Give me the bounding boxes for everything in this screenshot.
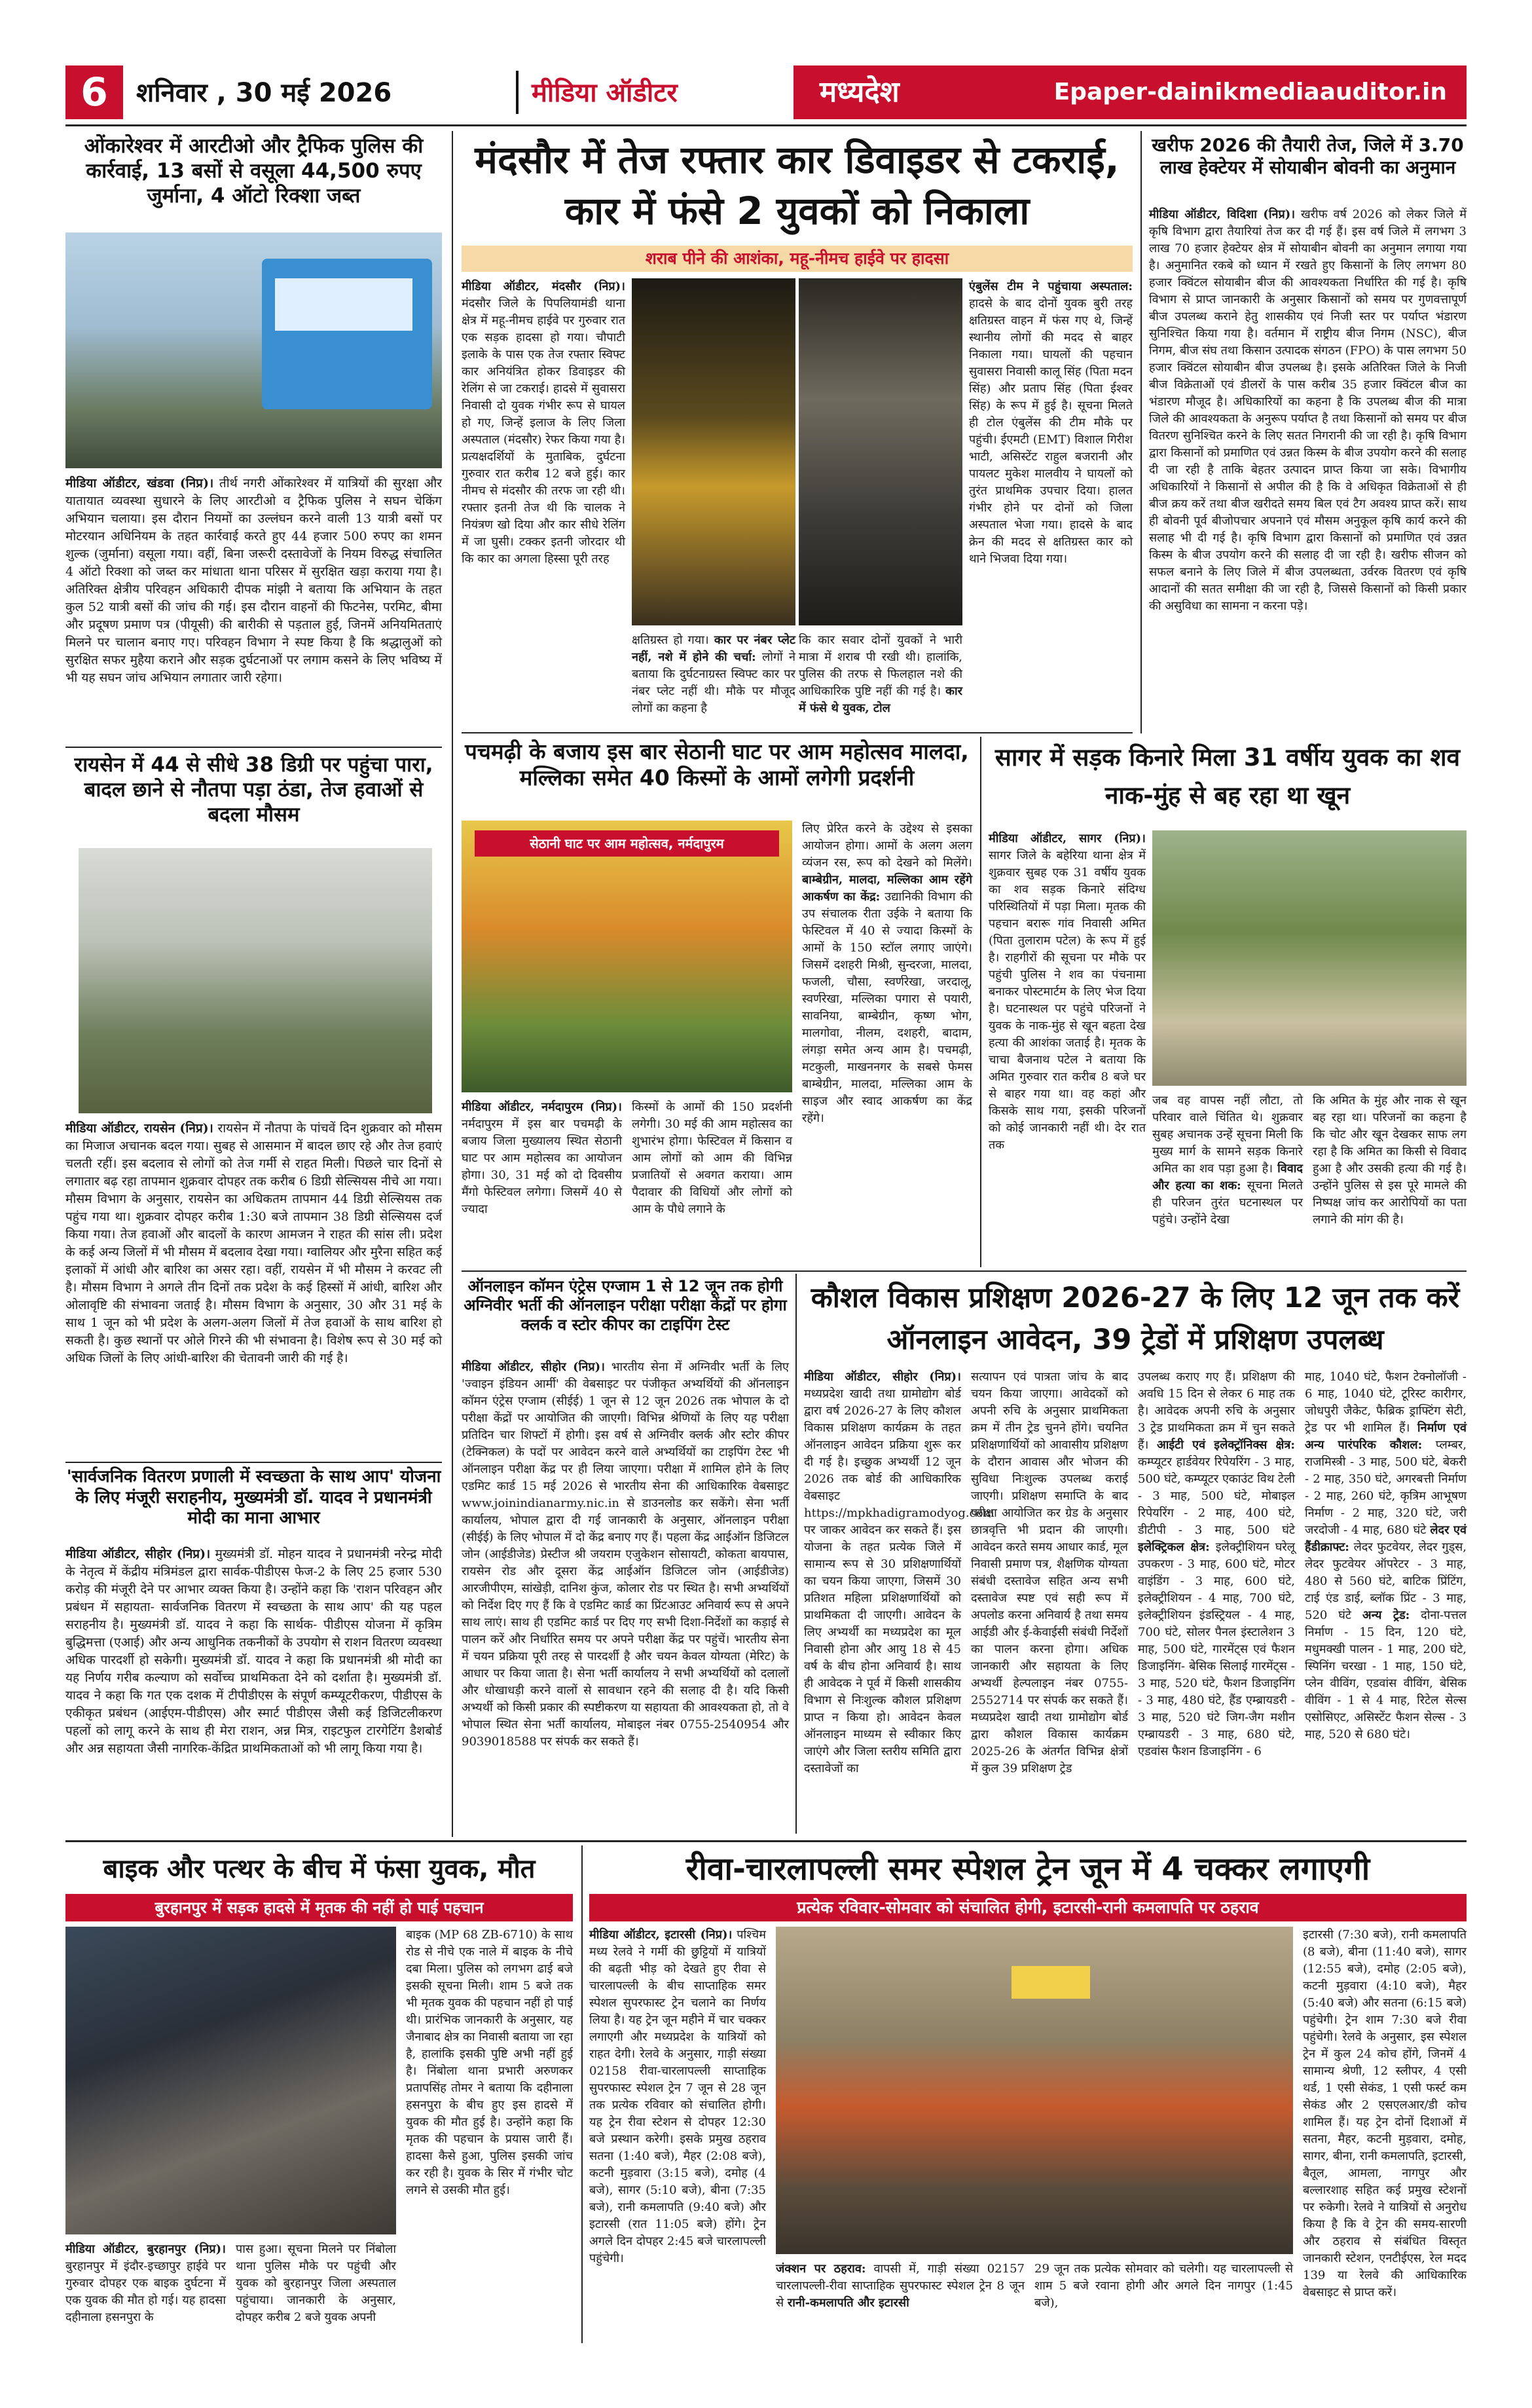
story-body-3 <box>1034 2261 1293 2341</box>
story-text: वापसी में, गाड़ी संख्या 02157 चारलापल्ली-रीवा साप्ताहिक सुपरफास्ट स्पेशल ट्रेन 8 जून से <box>776 2262 1025 2310</box>
story-subhead: आईटी एवं इलेक्ट्रॉनिक्स क्षेत्र: <box>1157 1438 1295 1452</box>
page-number: 6 <box>81 69 108 115</box>
story-dateline: मीडिया ऑडीटर, सागर (निप्र)। <box>989 832 1146 845</box>
story-subhead: विवाद और हत्या का शक: <box>1152 1162 1303 1193</box>
story-text: इलेक्ट्रीशियन घरेलू उपकरण - 3 माह, 600 घंटे, मोटर वाइंडिंग - 3 माह, 600 घंटे, इलेक्ट्रीशियन - 4 माह, 700 घंटे, इलेक्ट्रीशियन इंडस्ट्रियल - 4 माह, 700 घंटे, सोलर पैनल इंस्टालेशन 3 माह, 500 घंटे, गारमेंट्स एवं फैशन डिजाइनिंग- बेसिक सिलाई गारमेंट्स - 3 माह, 520 घंटे, फैशन डिजाइनिंग - 3 माह, 480 घंटे, हैंड एम्ब्रायडरी - 3 माह, 520 घंटे जिग-जैग मशीन एम्ब्रायडरी - 3 माह, 680 घंटे, एडवांस फैशन डिजाइनिंग - 6 <box>1138 1540 1295 1758</box>
story-body-3 <box>1138 1369 1295 1830</box>
story-headline: ओंकारेश्वर में आरटीओ और ट्रैफिक पुलिस की कार्रवाई, 13 बसों से वसूला 44,500 रुपए जुर्माना, 4 ऑटो रिक्शा जब्त <box>84 134 424 208</box>
masthead-rule <box>65 124 1467 126</box>
column-rule <box>1140 131 1142 733</box>
divider <box>462 732 1133 733</box>
story-body <box>1149 206 1467 727</box>
masthead-divider <box>516 71 519 114</box>
column-rule <box>581 1845 583 2343</box>
story-text: उद्यानिकी विभाग की उप संचालक रीता उईके ने बताया कि फेस्टिवल में 40 से ज्यादा किस्मों के आमों के 150 स्टॉल लगाए जाएंगे। जिसमें दशहरी मिश्री, सुन्दरजा, मालदा, फजली, चौसा, स्वर्णरेखा, जरदालू, स्वर्णरेखा, मल्लिका पगारा से पयारी, सावनिया, बाम्बेग्रीन, कृष्ण भोग, मालगोवा, नीलम, दशहरी, बादाम, लंगड़ा समेत अन्य आम है। पचमढ़ी, मटकुली, माखननगर के सबसे फेमस बाम्बेग्रीन, मालदा, मल्लिका आम के साइज और स्वाद आकर्षण का केंद्र रहेंगे। <box>802 890 972 1125</box>
story-omkareshwar <box>65 134 442 743</box>
story-mango <box>462 739 972 1266</box>
photo-caption: कार में फंसे थे युवक, टोल <box>799 684 962 715</box>
story-body-2 <box>776 2261 1025 2341</box>
story-body-3 <box>406 1927 573 2341</box>
story-cm <box>65 1467 442 1814</box>
weather-photo <box>79 848 432 1113</box>
story-subhead: अन्य ट्रेड: <box>1362 1608 1410 1622</box>
story-body-4 <box>1305 1369 1467 1830</box>
story-subhead: इलेक्ट्रिकल क्षेत्र: <box>1138 1540 1210 1554</box>
story-headline: रायसेन में 44 से सीधे 38 डिग्री पर पहुंचा पारा, बादल छाने से नौतपा पड़ा ठंडा, तेज हवाओं से बदला मौसम <box>74 753 433 826</box>
divider <box>65 1840 1467 1842</box>
story-dateline: मीडिया ऑडीटर, सीहोर (निप्र)। <box>65 1547 211 1561</box>
story-text: भारतीय सेना में अग्निवीर भर्ती के लिए 'ज्वाइन इंडियन आर्मी' की वेबसाइट पर पंजीकृत अभ्यर्थियों की ऑनलाइन कॉमन एंट्रेस एग्जाम (सीईई) 1 जून से 12 जून 2026 तक भोपाल के दो परीक्षा केंद्रों पर आयोजित की जाएगी। विभिन्न श्रेणियों के लिए यह परीक्षा प्रतिदिन चार शिफ्टों में होगी। इस वर्ष से अग्निवीर क्लर्क और स्टोर कीपर (टेक्निकल) के पदों पर आवेदन करने वाले अभ्यर्थियों का टाइपिंग टेस्ट भी ऑनलाइन परीक्षा केंद्र पर ही लिया जाएगा। परीक्षा में शामिल होने के लिए एडमिट कार्ड 15 मई 2026 से भारतीय सेना की आधिकारिक वेबसाइट www.joinindianarmy.nic.in से डाउनलोड कर सकेंगे। सेना भर्ती कार्यालय, भोपाल द्वारा दी गई जानकारी के अनुसार, ऑनलाइन परीक्षा (सीईई) के लिए भोपाल में दो केंद्र बनाए गए हैं। पहला केंद्र आईऑन डिजिटल जोन (आईडीजेड) प्रेस्टीज श्री जयराम एजुकेशन सोसायटी, कोकता बायपास, रायसेन रोड और दूसरा केंद्र आईऑन डिजिटल जोन (आईडीजेड) आरजीपीएम, सांखेड़ी, दानिश कुंज, कोलार रोड पर स्थित है। सभी अभ्यर्थियों को निर्देश दिए गए हैं कि वे एडमिट कार्ड का प्रिंटआउट अनिवार्य रूप से अपने साथ लाएं। साथ ही एडमिट कार्ड पर दिए गए सभी दिशा-निर्देशों का कड़ाई से पालन करें और निर्धारित समय पर अपने परीक्षा केंद्र पर पहुंचें। भारतीय सेना में चयन प्रक्रिया पूरी तरह से पारदर्शी है और चयन केवल योग्यता (मेरिट) के आधार पर किया जाता है। सेना भर्ती कार्यालय ने सभी अभ्यर्थियों को दलालों और धोखाधड़ी करने वालों से सावधान रहने की सलाह दी है। यदि किसी अभ्यर्थी को किसी प्रकार की स्पष्टीकरण या सहायता की आवश्यकता हो, तो वे भोपाल स्थित सेना भर्ती कार्यालय, मोबाइल नंबर 0755-2540954 और 9039018588 पर संपर्क कर सकते हैं। <box>462 1360 790 1749</box>
section-name: मध्यदेश <box>820 75 900 109</box>
story-burhanpur <box>65 1848 573 2343</box>
story-text: मृतक के चाचा बैजनाथ पटेल ने बताया कि अमित गुरुवार रात करीब 8 बजे घर से बाहर गया था। वह कहां और किसके साथ गया, इसकी परिजनों को कोई जानकारी नहीं थी। देर रात तक <box>989 1036 1146 1152</box>
story-body-1 <box>65 2241 226 2341</box>
story-text: तीर्थ नगरी ओंकारेश्वर में यात्रियों की सुरक्षा और यातायात व्यवस्था सुधारने के लिए आरटीओ व ट्रैफिक पुलिस ने सघन चेकिंग अभियान चलाया। इस दौरान नियमों का उल्लंघन करने वाली 13 यात्री बसों पर मोटरयान अधिनियम के तहत कार्रवाई करते हुए 44 हजार 500 रुपए का शमन शुल्क (जुर्माना) वसूला गया। वहीं, बिना जरूरी दस्तावेजों के नियम विरुद्ध संचालित 4 ऑटो रिक्शा को जब्त कर मांधाता थाना परिसर में सुरक्षित खड़ा कराया गया है। अतिरिक्त क्षेत्रीय परिवहन अधिकारी दीपक मांझी ने बताया कि अभियान के तहत कुल 52 यात्री बसों की जांच की गई। इस दौरान वाहनों की फिटनेस, परमिट, बीमा और प्रदूषण प्रमाण पत्र (पीयूसी) की बारीकी से पड़ताल हुई, जिनमें अनियमितताएं मिलने पर चालान बनाए गए। परिवहन विभाग ने स्पष्ट किया है कि श्रद्धालुओं को सुरक्षित सफर मुहैया कराने और सड़क दुर्घटनाओं पर लगाम कसने के लिए भविष्य में भी यह सघन जांच अभियान लगातार जारी रहेगा। <box>65 476 443 685</box>
story-headline: मंदसौर में तेज रफ्तार कार डिवाइडर से टकराई, कार में फंसे 2 युवकों को निकाला <box>475 138 1120 233</box>
story-mandsaur <box>462 134 1133 727</box>
story-body <box>462 1359 789 1830</box>
story-headline: 'सार्वजनिक वितरण प्रणाली में स्वच्छता के साथ आप' योजना के लिए मंजूरी सराहनीय, मुख्यमंत्री डॉ. यादव ने प्रधानमंत्री मोदी का माना आभार <box>66 1467 441 1528</box>
story-dateline: मीडिया ऑडीटर, रायसेन (निप्र)। <box>65 1121 213 1136</box>
story-subhead: बाम्बेग्रीन, मालदा, मल्लिका आम रहेंगे आकर्षण का केंद्र: <box>802 873 972 904</box>
story-agniveer <box>462 1277 789 1834</box>
story-text: जब वह वापस नहीं लौटा, तो परिवार वाले चिंतित थे। शुक्रवार सुबह अचानक उन्हें सूचना मिली कि मुख्य मार्ग के सामने सड़क किनारे अमित का शव पड़ा हुआ है। <box>1152 1094 1303 1176</box>
story-body-2 <box>236 2241 396 2341</box>
story-subheadline: प्रत्येक रविवार-सोमवार को संचालित होगी, इटारसी-रानी कमलापति पर ठहराव <box>797 1898 1259 1917</box>
crash-photo-1 <box>632 278 795 625</box>
divider <box>462 1270 1467 1272</box>
story-subheadline-bar <box>462 246 1133 272</box>
story-text: लेदर फुटवेयर, लेदर गुड्स, लेदर फुटवेयर ऑपरेटर - 3 माह, 480 से 560 घंटे, बाटिक प्रिंटिंग, टाई एंड डाई, ब्लॉक प्रिंट - 3 माह, 520 घंटे <box>1305 1540 1467 1622</box>
story-text: बाइक (MP 68 ZB-6710) के साथ रोड से नीचे एक नाले में बाइक के नीचे दबा मिला। पुलिस को लगभग ढाई बजे इसकी सूचना मिली। शाम 5 बजे तक भी मृतक युवक की पहचान नहीं हो पाई थी। प्रारंभिक जानकारी के अनुसार, यह जैनाबाद क्षेत्र का निवासी बताया जा रहा है, हालांकि इसकी पुष्टि अभी नहीं हुई है। निंबोला थाना प्रभारी अरुणकर प्रतापसिंह तोमर ने बताया कि दहीनाला हसनपुरा के बीच हुए इस हादसे में युवक की मौत हुई है। उन्होंने कहा कि मृतक की पहचान के प्रयास जारी हैं। हादसा कैसे हुआ, पुलिस इसकी जांच कर रही है। युवक के सिर में गंभीर चोट लगने से उसकी मौत हुई। <box>406 1928 573 2197</box>
story-body-1 <box>989 830 1146 1263</box>
story-subhead: कार पर नंबर प्लेट नहीं, नशे में होने की चर्चा: <box>632 633 795 664</box>
story-body-mid <box>632 1099 792 1263</box>
crash-photo-2 <box>799 278 962 625</box>
story-body-left <box>462 1099 622 1263</box>
photo-caption: रानी-कमलापति और इटारसी <box>787 2296 909 2310</box>
story-text: मंदसौर जिले के पिपलियामंडी थाना क्षेत्र में महू-नीमच हाईवे पर गुरुवार रात एक सड़क हादसा हो गया। चौपाटी इलाके के पास एक तेज रफ्तार स्विफ्ट कार अनियंत्रित होकर डिवाइडर की रेलिंग से जा टकराई। हादसे में सुवासरा निवासी दो युवक गंभीर रूप से घायल हो गए, जिन्हें इलाज के लिए जिला अस्पताल (मंदसौर) रेफर किया गया है। प्रत्यक्षदर्शियों के मुताबिक, दुर्घटना गुरुवार रात करीब 12 बजे हुई। कार नीमच से मंदसौर की तरफ जा रही थी। रफ्तार इतनी तेज थी कि चालक ने नियंत्रण खो दिया और कार सीधे रेलिंग में जा घुसी। टक्कर इतनी जोरदार थी कि कार का अगला हिस्सा पूरी तरह <box>462 297 625 566</box>
story-text: पश्चिम मध्य रेलवे ने गर्मी की छुट्टियों में यात्रियों की बढ़ती भीड़ को देखते हुए रीवा से चारलापल्ली के बीच साप्ताहिक समर स्पेशल सुपरफास्ट ट्रेन चलाने का निर्णय लिया है। यह ट्रेन जून महीने में चार चक्कर लगाएगी और मध्यप्रदेश के यात्रियों को राहत देगी। रेलवे के अनुसार, गाड़ी संख्या 02158 रीवा-चारलापल्ली साप्ताहिक सुपरफास्ट स्पेशल ट्रेन 7 जून से 28 जून तक प्रत्येक रविवार को संचालित होगी। यह ट्रेन रीवा स्टेशन से दोपहर 12:30 बजे प्रस्थान करेगी। इसके प्रमुख ठहराव सतना (1:40 बजे), मैहर (2:08 बजे), कटनी मुड़वारा (3:15 बजे), दमोह (4 बजे), सागर (5:10 बजे), बीना (7:35 बजे), रानी कमलापति (9:40 बजे) और इटारसी (रात 11:05 बजे) होंगे। ट्रेन अगले दिन दोपहर 2:45 बजे चारलापल्ली पहुंचेगी। <box>589 1928 766 2265</box>
story-body-1 <box>589 1927 766 2341</box>
story-body-col3 <box>799 632 962 724</box>
story-text: पास हुआ। सूचना मिलने पर निंबोला थाना पुलिस मौके पर पहुंची और युवक को बुरहानपुर जिला अस्पताल पहुंचाया। जानकारी के अनुसार, दोपहर करीब 2 बजे युवक अपनी <box>236 2242 396 2324</box>
story-text: कम्प्यूटर हार्डवेयर रिपेयरिंग - 3 माह, 500 घंटे, कम्प्यूटर एकाउंट विथ टेली - 3 माह, 500 घंटे, मोबाइल रिपेयरिंग - 2 माह, 400 घंटे, डीटीपी - 3 माह, 500 घंटे <box>1138 1455 1295 1537</box>
story-body <box>65 475 442 740</box>
story-dateline: मीडिया ऑडीटर, खंडवा (निप्र)। <box>65 476 214 491</box>
train-photo <box>776 1927 1293 2254</box>
story-body-col2 <box>632 632 795 724</box>
accident-photo <box>65 1927 396 2234</box>
story-dateline: मीडिया ऑडीटर, सीहोर (निप्र)। <box>804 1370 961 1384</box>
story-body <box>65 1120 442 1454</box>
story-text: बुरहानपुर में इंदौर-इच्छापुर हाईवे पर गुरुवार दोपहर एक बाइक दुर्घटना में एक युवक की मौत हो गई। यह हादसा दहीनाला हसनपुरा के <box>65 2259 226 2324</box>
story-body-right <box>802 821 972 1263</box>
story-headline: पचमढ़ी के बजाय इस बार सेठानी घाट पर आम महोत्सव मालदा, मल्लिका समेत 40 किस्मों के आमों लगेगी प्रदर्शनी <box>465 739 969 791</box>
story-text: कि अमित के मुंह और नाक से खून बह रहा था। परिजनों का कहना है कि चोट और खून देखकर साफ लग रहा है कि अमित का किसी से विवाद हुआ है और उसकी हत्या की गई है। उन्होंने पुलिस से इस पूरे मामले की निष्पक्ष जांच कर आरोपियों का पता लगाने की मांग की है। <box>1313 1094 1467 1227</box>
crime-scene-photo <box>1152 830 1467 1086</box>
story-body-1 <box>804 1369 994 1830</box>
story-text: सूचना मिलते ही परिजन तुरंत घटनास्थल पर पहुंचे। उन्होंने देखा <box>1152 1179 1303 1227</box>
story-body-3 <box>1152 1092 1303 1263</box>
divider <box>65 747 442 748</box>
story-subhead: लेदर एवं हैंडीक्राफ्ट: <box>1305 1523 1467 1554</box>
story-dateline: मीडिया ऑडीटर, बुरहानपुर (निप्र)। <box>65 2242 226 2256</box>
story-subheadline-bar <box>589 1894 1467 1921</box>
column-rule <box>452 131 453 1837</box>
photo-caption: जंक्शन पर ठहराव: <box>776 2262 866 2276</box>
masthead <box>65 65 1467 119</box>
story-text: माह, 1040 घंटे, फैशन टेक्नोलॉजी - 6 माह, 1040 घंटे, टूरिस्ट कारीगर, जोधपुरी जैकेट, फैब्रिक ड्राफ्टिंग सेटी, ट्रेड पर भी शामिल हैं। <box>1305 1370 1467 1435</box>
story-headline: बाइक और पत्थर के बीच में फंसा युवक, मौत <box>103 1854 536 1884</box>
website-link[interactable]: Epaper-dainikmediaauditor.in <box>1053 79 1447 105</box>
column-rule <box>795 1274 797 1834</box>
story-text: लोगों ने बताया कि दुर्घटनाग्रस्त स्विफ्ट कार पर नंबर प्लेट नहीं थी। मौके पर मौजूद लोगों का कहना है <box>632 650 795 715</box>
paper-name: मीडिया ऑडीटर <box>532 78 678 108</box>
story-body-2 <box>971 1369 1128 1830</box>
story-text: प्लम्बर, राजमिस्त्री - 3 माह, 500 घंटे, बेकरी - 2 माह, 350 घंटे, अगरबत्ती निर्माण - 2 माह, 260 घंटे, कृत्रिम आभूषण निर्माण - 2 माह, 320 घंटे, जरी जरदोजी - 4 माह, 680 घंटे <box>1305 1438 1467 1537</box>
masthead-date: शनिवार , 30 मई 2026 <box>136 78 392 108</box>
story-subhead: एंबुलेंस टीम ने पहुंचाया अस्पताल: <box>969 280 1133 293</box>
story-text: मुख्यमंत्री डॉ. मोहन यादव ने प्रधानमंत्री नरेन्द्र मोदी के नेतृत्व में केंद्रीय मंत्रिमंडल द्वारा सार्वक-पीडीएस फेज-2 के लिए 25 हजार 530 करोड़ की मंजूरी देने पर आभार व्यक्त किया है। उन्होंने कहा कि 'राशन परिवहन और प्रबंधन में सहायता- सार्वजनिक वितरण में स्वच्छता के साथ आप' की यह पहल सराहनीय है। मुख्यमंत्री डॉ. यादव ने कहा कि सार्थक- पीडीएस योजना में कृत्रिम बुद्धिमत्ता (एआई) और अन्य आधुनिक तकनीकों के उपयोग से राशन वितरण व्यवस्था अधिक पारदर्शी हो सकेगी। मुख्यमंत्री डॉ. यादव ने कहा कि प्रधानमंत्री श्री मोदी का यह निर्णय गरीब कल्याण को सर्वोच्च प्राथमिकता देने को दर्शाता है। मुख्यमंत्री डॉ. यादव ने कहा कि गत एक दशक में टीपीडीएस के संपूर्ण कम्प्यूटरीकरण, पीडीएस के एकीकृत प्रबंधन (आईएम-पीडीएस) और स्मार्ट पीडीएस जैसी कई डिजिटलीकरण पहलों को लागू करने के साथ ही मेरा राशन, अन्न मित्र, राइटफुल टारगेटिंग डैशबोर्ड और अन्न सहायता जैसी नागरिक-केंद्रित प्राथमिकताओं को भी लागू किया गया है। <box>65 1547 442 1756</box>
story-subheadline: शराब पीने की आशंका, महू-नीमच हाईवे पर हादसा <box>645 249 949 268</box>
story-body-col4 <box>969 278 1133 724</box>
story-dateline: मीडिया ऑडीटर, इटारसी (निप्र)। <box>589 1928 733 1942</box>
story-text: मध्यप्रदेश खादी तथा ग्रामोद्योग बोर्ड द्वारा वर्ष 2026-27 के लिए कौशल विकास प्रशिक्षण कार्यक्रम के तहत ऑनलाइन आवेदन प्रक्रिया शुरू कर दी गई है। इच्छुक अभ्यर्थी 12 जून 2026 तक बोर्ड की आधिकारिक वेबसाइट https://mpkhadigramodyog.com पर जाकर आवेदन कर सकते हैं। इस योजना के तहत प्रत्येक जिले में सामान्य रूप से 30 प्रशिक्षणार्थियों का चयन किया जाएगा, जिसमें 30 प्रतिशत महिला प्रशिक्षणार्थियों को प्राथमिकता दी जाएगी। आवेदन के लिए अभ्यर्थी का मध्यप्रदेश का मूल निवासी होना और आयु 18 से 45 वर्ष के बीच होना अनिवार्य है। साथ ही आवेदक ने पूर्व में किसी शासकीय विभाग से निःशुल्क कौशल प्रशिक्षण प्राप्त न किया हो। आवेदन केवल ऑनलाइन माध्यम से स्वीकार किए जाएंगे और जिला स्तरीय समिति द्वारा दस्तावेजों का <box>804 1387 994 1775</box>
divider <box>65 1462 442 1463</box>
story-text: दोना-पत्तल निर्माण - 15 दिन, 120 घंटे, मधुमक्खी पालन - 1 माह, 200 घंटे, स्पिनिंग चरखा - 1 माह, 150 घंटे, प्लेन वीविंग, एडवांस वीविंग, बेसिक वीविंग - 1 से 4 माह, रिटेल सेल्स एसोसिएट, असिस्टेंट फैशन सेल्स - 3 माह, 520 से 680 घंटे। <box>1305 1608 1467 1741</box>
story-subheadline-bar <box>65 1894 573 1921</box>
story-headline: सागर में सड़क किनारे मिला 31 वर्षीय युवक का शव नाक-मुंह से बह रहा था खून <box>994 743 1461 809</box>
story-kharif <box>1149 134 1467 730</box>
story-text: नर्मदापुरम में इस बार पचमढ़ी के बजाय जिला मुख्यालय स्थित सेठानी घाट पर आम महोत्सव का आयोजन होगा। 30, 31 मई को दो दिवसीय मैंगो फेस्टिवल लगेगा। जिसमें 40 से ज्यादा <box>462 1117 622 1216</box>
story-raisen <box>65 753 442 1457</box>
festival-banner-text: सेठानी घाट पर आम महोत्सव, नर्मदापुरम <box>530 836 724 851</box>
page-number-badge <box>65 65 123 119</box>
story-text: हादसे के बाद दोनों युवक बुरी तरह क्षतिग्रस्त वाहन में फंस गए थे, जिन्हें स्थानीय लोगों की मदद से बाहर निकाला गया। घायलों की पहचान सुवासरा निवासी कालू सिंह (पिता मदन सिंह) और प्रताप सिंह (पिता ईश्वर सिंह) के रूप में हुई है। सूचना मिलते ही टोल एंबुलेंस की टीम मौके पर पहुंची। ईएमटी (EMT) विशाल गिरीश भाटी, असिस्टेंट राहुल बजरानी और पायलट मुकेश मालवीय ने घायलों को तुरंत प्राथमिक उपचार दिया। हालत गंभीर होने पर दोनों को जिला अस्पताल भेजा गया। हादसे के बाद क्रेन की मदद से क्षतिग्रस्त कार को थाने भिजवा दिया गया। <box>969 297 1133 566</box>
story-dateline: मीडिया ऑडीटर, सीहोर (निप्र)। <box>462 1360 605 1374</box>
story-dateline: मीडिया ऑडीटर, मंदसौर (निप्र)। <box>462 280 625 293</box>
story-dateline: मीडिया ऑडीटर, नर्मदापुरम (निप्र)। <box>462 1100 622 1114</box>
story-subheadline: बुरहानपुर में सड़क हादसे में मृतक की नहीं हो पाई पहचान <box>155 1899 484 1917</box>
story-rewa <box>589 1848 1467 2343</box>
story-subhead: निर्माण एवं अन्य पारंपरिक कौशल: <box>1305 1421 1467 1452</box>
photo-caption: क्षतिग्रस्त हो गया। <box>632 633 709 647</box>
festival-banner <box>475 830 779 857</box>
story-body-col1 <box>462 278 625 625</box>
story-text: सागर जिले के बहेरिया थाना क्षेत्र में शुक्रवार सुबह एक 31 वर्षीय युवक का शव सड़क किनारे संदिग्ध परिस्थितियों में पड़ा मिला। मृतक की पहचान बरारू गांव निवासी अमित (पिता तुलाराम पटेल) के रूप में हुई है। राहगीरों की सूचना पर मौके पर पहुंची पुलिस ने शव का पंचनामा बनाकर पोस्टमार्टम के लिए भेज दिया है। घटनास्थल पर पहुंचे परिजनों ने युवक के नाक-मुंह से खून बहता देख हत्या की आशंका जताई है। <box>989 849 1146 1050</box>
story-text: रायसेन में नौतपा के पांचवें दिन शुक्रवार को मौसम का मिजाज अचानक बदल गया। सुबह से आसमान में बादल छाए रहे और तेज हवाएं चलती रहीं। इस बदलाव से लोगों को तेज गर्मी से राहत मिली। पिछले चार दिनों से लगातार बढ़ रहा तापमान शुक्रवार दोपहर तक करीब 6 डिग्री सेल्सियस नीचे आ गया। मौसम विभाग के अनुसार, रायसेन का अधिकतम तापमान 44 डिग्री सेल्सियस तक पहुंच गया था। शुक्रवार दोपहर करीब 1:30 बजे तापमान 38 डिग्री सेल्सियस दर्ज किया गया। तेज हवाओं और बादलों के कारण आमजन ने राहत की सांस ली। प्रदेश के कई अन्य जिलों में भी मौसम में बदलाव देखा गया। ग्वालियर और मुरैना सहित कई इलाकों में आंधी और बारिश का असर रहा। वहीं, रायसेन में भी मौसम ने करवट ली है। मौसम विभाग ने अगले तीन दिनों तक प्रदेश के कई हिस्सों में आंधी, बारिश और ओलावृष्टि की संभावना जताई है। मौसम विभाग के अनुसार, 30 और 31 मई के साथ 1 जून को भी प्रदेश के अलग-अलग जिलों में तेज हवाओं के साथ बारिश हो सकती है। कुछ स्थानों पर ओले गिरने की भी संभावना है। विशेष रूप से 30 मई को अधिक जिलों के लिए आंधी-बारिश की चेतावनी जारी की गई है। <box>65 1121 442 1365</box>
story-body-4 <box>1303 1927 1467 2341</box>
story-text: उपलब्ध कराए गए हैं। प्रशिक्षण की अवधि 15 दिन से लेकर 6 माह तक है। आवेदक अपनी रुचि के अनुसार 3 ट्रेड प्राथमिकता क्रम में चुन सकते हैं। <box>1138 1370 1295 1452</box>
mango-festival-photo <box>462 821 792 1092</box>
story-body-5 <box>1313 1092 1467 1263</box>
column-rule <box>980 737 981 1267</box>
story-text: कि कार सवार दोनों युवकों ने भारी मात्रा में शराब पी रखी थी। हालांकि, पुलिस की तरफ से फिलहाल नशे की आधिकारिक पुष्टि नहीं की गई है। <box>799 633 962 698</box>
story-headline: कौशल विकास प्रशिक्षण 2026-27 के लिए 12 जून तक करें ऑनलाइन आवेदन, 39 ट्रेडों में प्रशिक्षण उपलब्ध <box>811 1282 1460 1356</box>
story-dateline: मीडिया ऑडीटर, विदिशा (निप्र)। <box>1149 208 1296 221</box>
story-body <box>65 1546 442 1811</box>
section-banner <box>793 65 1467 119</box>
bus-checking-photo <box>65 232 442 468</box>
story-headline: खरीफ 2026 की तैयारी तेज, जिले में 3.70 लाख हेक्टेयर में सोयाबीन बोवनी का अनुमान <box>1152 134 1464 179</box>
story-text: खरीफ वर्ष 2026 को लेकर जिले में कृषि विभाग द्वारा तैयारियां तेज कर दी गई हैं। इस वर्ष जिले में लगभग 3 लाख 70 हजार हेक्टेयर क्षेत्र में सोयाबीन बोवनी का अनुमान लगाया गया है। अनुमानित रकबे को ध्यान में रखते हुए किसानों के लिए लगभग 80 हजार क्विंटल सोयाबीन बीज की आवश्यकता निर्धारित की गई है। कृषि विभाग से प्राप्त जानकारी के अनुसार किसानों को समय पर गुणवत्तापूर्ण बीज उपलब्ध कराने हेतु शासकीय एवं निजी स्तर पर पर्याप्त भंडारण सुनिश्चित किया गया है। वर्तमान में राष्ट्रीय बीज निगम (NSC), बीज निगम, बीज संघ तथा किसान उत्पादक संगठन (FPO) के पास लगभग 50 हजार क्विंटल सोयाबीन बीज उपलब्ध है। इसके अतिरिक्त जिले के निजी बीज विक्रेताओं एवं डीलरों के पास करीब 35 हजार क्विंटल बीज का भंडारण मौजूद है। अधिकारियों का कहना है कि उपलब्ध बीज की मात्रा जिले की आवश्यकता के अनुरूप पर्याप्त है तथा किसानों को समय पर बीज वितरण सुनिश्चित करने के लिए सतत निगरानी की जा रही है। कृषि विभाग द्वारा किसानों को प्रमाणित एवं उन्नत किस्म के बीज उपयोग करने की सलाह दी जा रही है ताकि बेहतर उत्पादन प्राप्त किया जा सके। विभागीय अधिकारियों ने किसानों से अपील की है कि वे अधिकृत विक्रेताओं से ही बीज क्रय करें तथा बीज खरीदते समय बिल एवं टैग अवश्य प्राप्त करें। साथ ही बोवनी पूर्व बीजोपचार अपनाने एवं मौसम अनुकूल कृषि कार्य करने की सलाह भी दी गई है। कृषि विभाग द्वारा किसानों को प्रमाणित एवं उन्नत किस्म के बीज उपयोग करने की सलाह दी जा रही है। खरीफ सीजन को सफल बनाने के लिए जिले में बीज उपलब्धता, उर्वरक वितरण एवं कृषि आदानों की सतत समीक्षा की जा रही है, जिससे किसानों को किसी प्रकार की असुविधा का सामना न करना पड़े। <box>1149 208 1467 613</box>
story-text: 29 जून तक प्रत्येक सोमवार को चलेगी। यह चारलापल्ली से शाम 5 बजे रवाना होगी और अगले दिन नागपुर (1:45 बजे), <box>1034 2262 1293 2310</box>
story-text: सत्यापन एवं पात्रता जांच के बाद चयन किया जाएगा। आवेदकों को अपनी रुचि के अनुसार प्राथमिकता क्रम में तीन ट्रेड चुनने होंगे। चयनित प्रशिक्षणार्थियों को आवासीय प्रशिक्षण के दौरान आवास और भोजन की सुविधा निःशुल्क उपलब्ध कराई जाएगी। प्रशिक्षण समाप्ति के बाद परीक्षा आयोजित कर ग्रेड के अनुसार छात्रवृत्ति भी प्रदान की जाएगी। आवेदन करते समय आधार कार्ड, मूल निवासी प्रमाण पत्र, शैक्षणिक योग्यता संबंधी दस्तावेज सहित अन्य सभी दस्तावेज स्पष्ट एवं सही रूप में अपलोड करना अनिवार्य है तथा समय आईडी और ई-केवाईसी संबंधी निर्देशों का पालन करना होगा। अधिक जानकारी और सहायता के लिए अभ्यर्थी हेल्पलाइन नंबर 0755-2552714 पर संपर्क कर सकते हैं। मध्यप्रदेश खादी तथा ग्रामोद्योग बोर्ड द्वारा कौशल विकास कार्यक्रम 2025-26 के अंतर्गत विभिन्न क्षेत्रों में कुल 39 प्रशिक्षण ट्रेड <box>971 1370 1128 1775</box>
story-headline: रीवा-चारलापल्ली समर स्पेशल ट्रेन जून में 4 चक्कर लगाएगी <box>685 1851 1370 1887</box>
story-sagar <box>989 739 1467 1266</box>
story-kaushal <box>804 1277 1467 1834</box>
story-text: लिए प्रेरित करने के उद्देश्य से इसका आयोजन होगा। आमों के अलग अलग व्यंजन रस, रूप को देखने को मिलेंगे। <box>802 822 972 870</box>
station-sign <box>1012 1966 1090 1999</box>
story-headline: ऑनलाइन कॉमन एंट्रेस एग्जाम 1 से 12 जून तक होगी अग्निवीर भर्ती की ऑनलाइन परीक्षा परीक्षा केंद्रों पर होगा क्लर्क व स्टोर कीपर का टाइपिंग टेस्ट <box>464 1277 787 1334</box>
bus-window <box>275 278 412 331</box>
story-text: इटारसी (7:30 बजे), रानी कमलापति (8 बजे), बीना (11:40 बजे), सागर (12:55 बजे), दमोह (2:05 बजे), कटनी मुड़वारा (4:10 बजे), मैहर (5:40 बजे) और सतना (6:15 बजे) पहुंचेगी। ट्रेन शाम 7:30 बजे रीवा पहुंचेगी। रेलवे के अनुसार, इस स्पेशल ट्रेन में कुल 24 कोच होंगे, जिनमें 4 सामान्य श्रेणी, 12 स्लीपर, 4 एसी थर्ड, 1 एसी सेकंड, 1 एसी फर्स्ट कम सेकंड और 2 एसएलआर/डी कोच शामिल हैं। यह ट्रेन दोनों दिशाओं में सतना, मैहर, कटनी मुड़वारा, दमोह, सागर, बीना, रानी कमलापति, इटारसी, बैतूल, आमला, नागपुर और बल्लारशाह सहित कई प्रमुख स्टेशनों पर रुकेगी। रेलवे ने यात्रियों से अनुरोध किया है कि वे ट्रेन की समय-सारणी और ठहराव से संबंधित विस्तृत जानकारी स्टेशन, एनटीईएस, रेल मदद 139 या रेलवे की आधिकारिक वेबसाइट से प्राप्त करें। <box>1303 1928 1467 2299</box>
story-text: किस्मों के आमों की 150 प्रदर्शनी लगेगी। 30 मई की आम महोत्सव का शुभारंभ होगा। फेस्टिवल में किसान व आम लोगों को आम की विभिन्न प्रजातियों से अवगत कराया। आम पैदावार की विधियों और लोगों को आम के पौधे लगाने के <box>632 1100 792 1216</box>
